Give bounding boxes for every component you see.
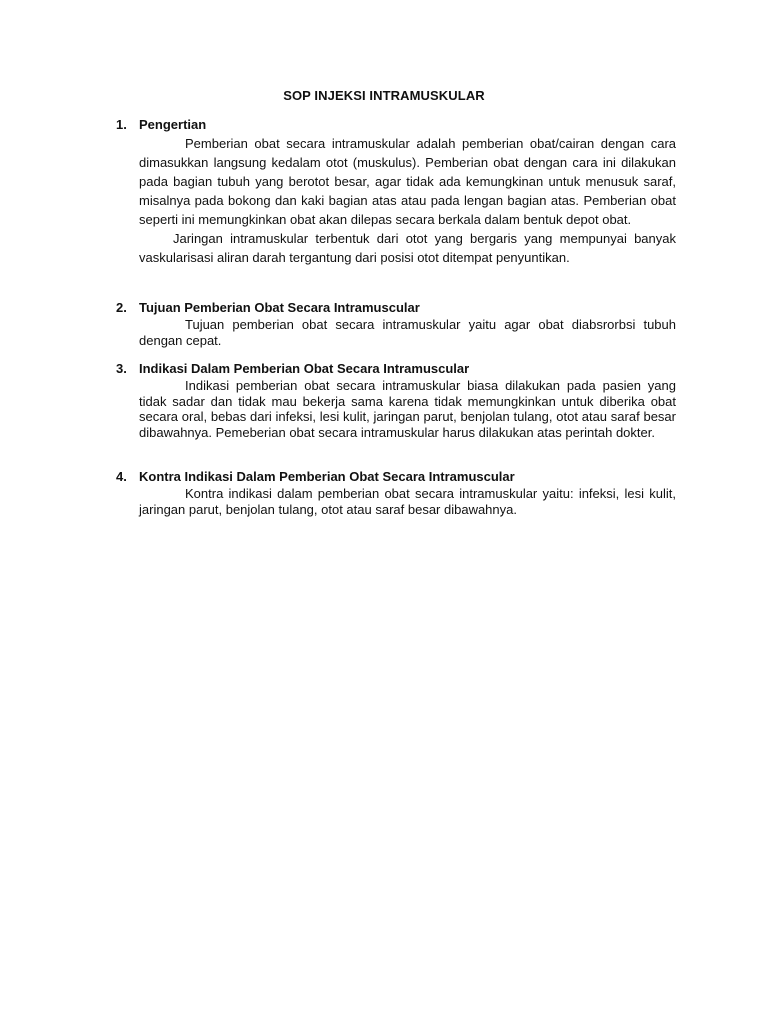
section-number: 3. bbox=[116, 361, 127, 376]
section-heading bbox=[116, 360, 676, 378]
section-indikasi bbox=[116, 360, 676, 440]
section-number: 1. bbox=[116, 117, 127, 132]
section-heading bbox=[116, 299, 676, 317]
paragraph: Tujuan pemberian obat secara intramuskular yaitu agar obat diabsrorbsi tubuh dengan cepat. bbox=[139, 317, 676, 348]
section-number: 2. bbox=[116, 300, 127, 315]
section-body bbox=[139, 317, 676, 348]
paragraph: Pemberian obat secara intramuskular adalah pemberian obat/cairan dengan cara dimasukkan langsung kedalam otot (muskulus). Pemberian obat dengan cara ini dilakukan pada bagian tubuh yang berotot besar, agar tidak ada kemungkinan untuk menusuk saraf, misalnya pada bokong dan kaki bagian atas atau pada lengan bagian atas. Pemberian obat seperti ini memungkinkan obat akan dilepas secara berkala dalam bentuk depot obat. bbox=[139, 136, 676, 227]
section-heading bbox=[116, 116, 676, 134]
section-pengertian bbox=[116, 116, 676, 267]
section-kontra-indikasi bbox=[116, 468, 676, 517]
section-body bbox=[139, 134, 676, 267]
section-number: 4. bbox=[116, 469, 127, 484]
section-title: Indikasi Dalam Pemberian Obat Secara Intramuscular bbox=[139, 361, 470, 376]
section-title: Pengertian bbox=[139, 117, 207, 132]
document-title: SOP INJEKSI INTRAMUSKULAR bbox=[283, 88, 485, 103]
paragraph: Indikasi pemberian obat secara intramuskular biasa dilakukan pada pasien yang tidak sadar dan tidak mau bekerja sama karena tidak memungkinkan untuk diberika obat secara oral, bebas dari infeksi, lesi kulit, jaringan parut, benjolan tulang, otot atau saraf besar dibawahnya. Pemeberian obat secara intramuskular harus dilakukan atas perintah dokter. bbox=[139, 378, 676, 440]
section-tujuan bbox=[116, 299, 676, 348]
section-title: Tujuan Pemberian Obat Secara Intramuscular bbox=[139, 300, 420, 315]
section-body bbox=[139, 486, 676, 517]
section-body bbox=[139, 378, 676, 440]
section-title: Kontra Indikasi Dalam Pemberian Obat Secara Intramuscular bbox=[139, 469, 515, 484]
section-heading bbox=[116, 468, 676, 486]
paragraph: Jaringan intramuskular terbentuk dari otot yang bergaris yang mempunyai banyak vaskularisasi aliran darah tergantung dari posisi otot ditempat penyuntikan. bbox=[139, 231, 676, 265]
paragraph: Kontra indikasi dalam pemberian obat secara intramuskular yaitu: infeksi, lesi kulit, jaringan parut, benjolan tulang, otot atau saraf besar dibawahnya. bbox=[139, 486, 676, 517]
